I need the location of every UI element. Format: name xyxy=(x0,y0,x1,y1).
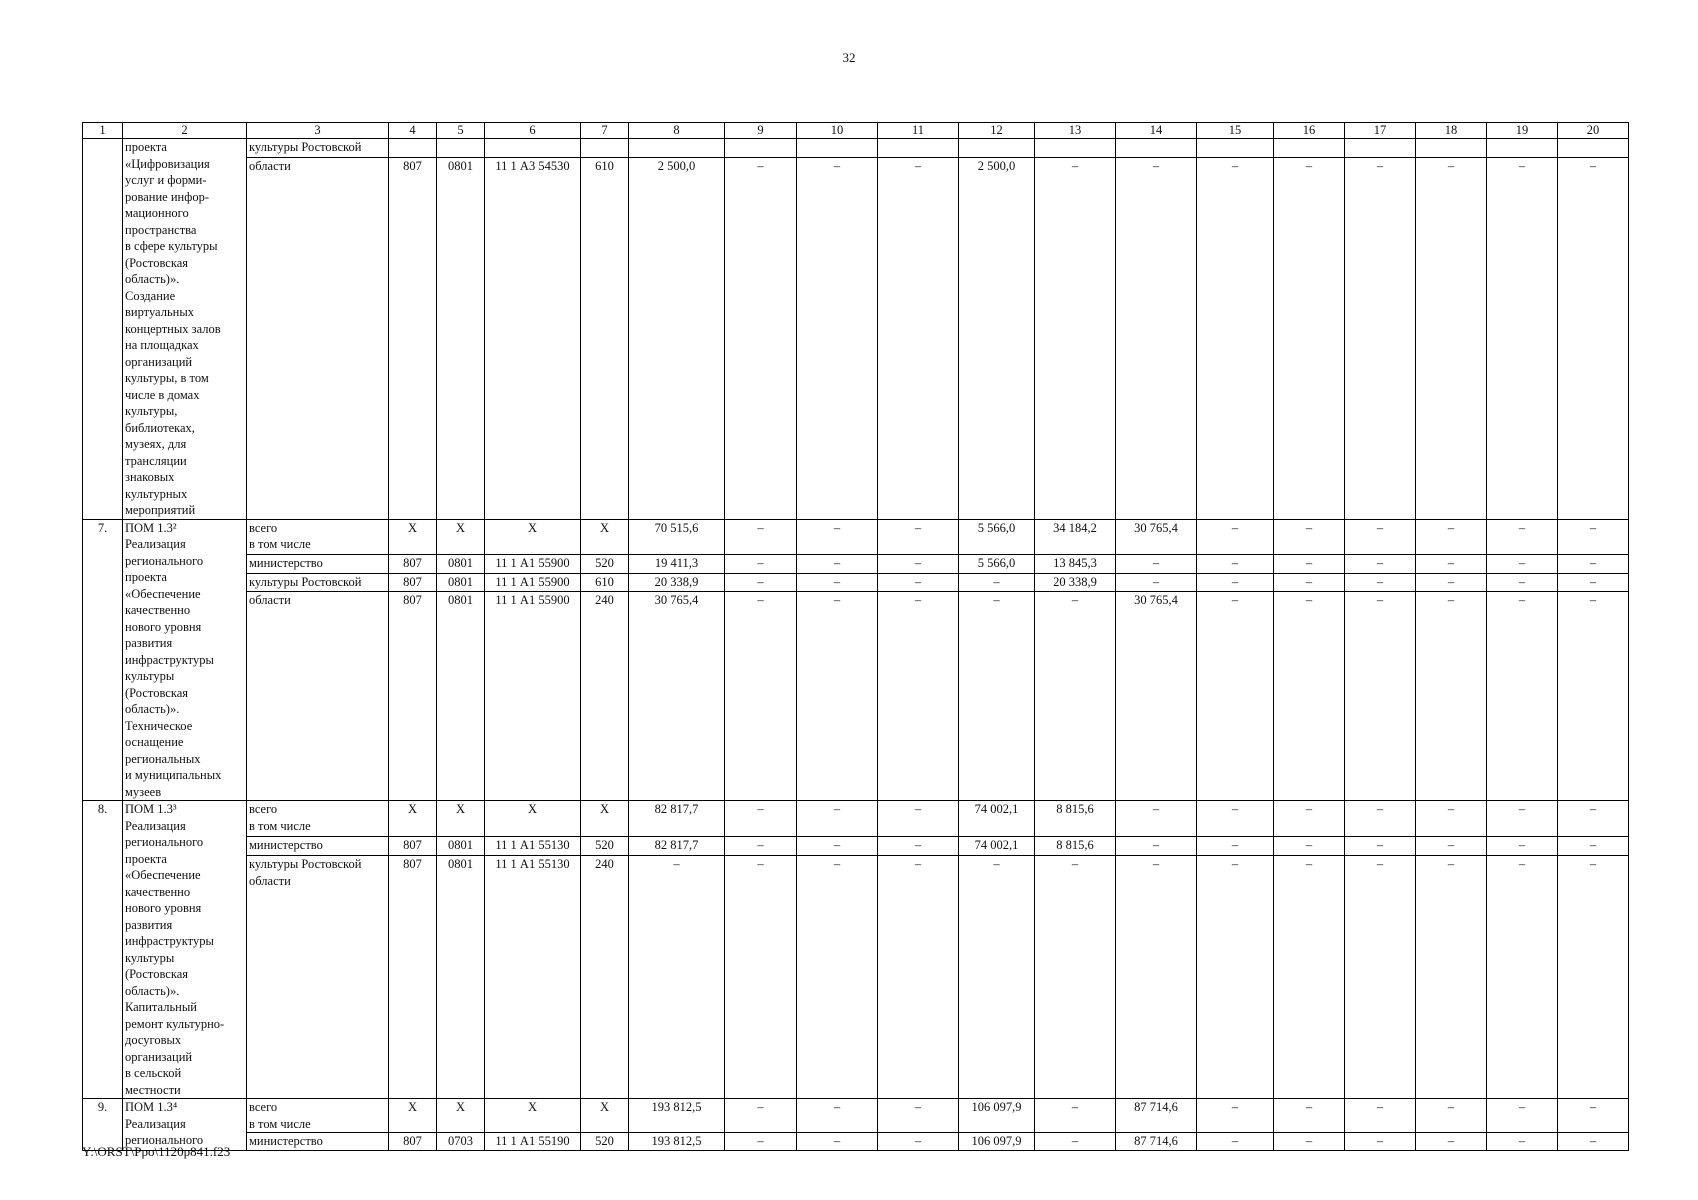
chapter-code: X xyxy=(389,1099,437,1133)
table-row xyxy=(83,592,1629,801)
year-amount: 74 002,1 xyxy=(959,837,1035,856)
year-amount: – xyxy=(1116,801,1197,837)
column-header: 19 xyxy=(1487,123,1558,139)
year-amount: – xyxy=(1035,158,1116,519)
table-row xyxy=(83,555,1629,573)
year-amount: – xyxy=(797,801,878,837)
expense-type-code: 520 xyxy=(581,555,629,573)
year-amount: – xyxy=(878,592,959,801)
year-amount xyxy=(1197,139,1274,158)
year-amount: – xyxy=(1345,158,1416,519)
year-amount: – xyxy=(725,837,797,856)
section-code: X xyxy=(437,801,485,837)
expense-type-code: X xyxy=(581,1099,629,1133)
year-amount xyxy=(878,139,959,158)
year-amount: – xyxy=(1558,1099,1629,1133)
year-amount: – xyxy=(725,1099,797,1133)
executor: культуры Ростовской xyxy=(247,573,389,591)
year-amount: – xyxy=(1274,158,1345,519)
year-amount: – xyxy=(1416,555,1487,573)
year-amount: – xyxy=(725,158,797,519)
year-amount: 30 765,4 xyxy=(1116,519,1197,555)
year-amount: – xyxy=(1487,519,1558,555)
measure-name: ПОМ 1.3³ Реализация регионального проекта «Обеспечение качественно нового уровня развития инфраструктуры культуры (Ростовская область)». Капитальный ремонт культурно- досуговых организаций в сельской местности xyxy=(123,801,247,1099)
table-row xyxy=(83,856,1629,1099)
budget-table xyxy=(82,122,1629,1151)
target-article-code: 11 1 А1 55900 xyxy=(485,592,581,801)
year-amount: – xyxy=(1558,1133,1629,1151)
year-amount: – xyxy=(725,555,797,573)
expense-type-code: 520 xyxy=(581,837,629,856)
year-amount: – xyxy=(1197,519,1274,555)
chapter-code: X xyxy=(389,801,437,837)
table-row xyxy=(83,158,1629,519)
year-amount: – xyxy=(1487,856,1558,1099)
year-amount: – xyxy=(1274,837,1345,856)
year-amount: – xyxy=(1035,1099,1116,1133)
year-amount: – xyxy=(1274,592,1345,801)
year-amount: – xyxy=(1116,856,1197,1099)
year-amount: – xyxy=(1035,856,1116,1099)
column-header: 18 xyxy=(1416,123,1487,139)
year-amount: – xyxy=(878,555,959,573)
year-amount: 5 566,0 xyxy=(959,555,1035,573)
year-amount: – xyxy=(1487,1099,1558,1133)
column-header: 11 xyxy=(878,123,959,139)
year-amount: 8 815,6 xyxy=(1035,801,1116,837)
chapter-code: 807 xyxy=(389,856,437,1099)
year-amount: – xyxy=(1345,801,1416,837)
page-number: 32 xyxy=(842,50,856,65)
header-row xyxy=(83,123,1629,139)
year-amount: – xyxy=(1197,856,1274,1099)
column-header: 2 xyxy=(123,123,247,139)
expense-type-code: X xyxy=(581,801,629,837)
section-code: 0801 xyxy=(437,158,485,519)
chapter-code: 807 xyxy=(389,158,437,519)
target-article-code: X xyxy=(485,519,581,555)
column-header: 14 xyxy=(1116,123,1197,139)
year-amount: – xyxy=(878,158,959,519)
section-code: 0801 xyxy=(437,573,485,591)
year-amount: – xyxy=(1416,801,1487,837)
section-code: 0801 xyxy=(437,837,485,856)
column-header: 10 xyxy=(797,123,878,139)
total-amount: 2 500,0 xyxy=(629,158,725,519)
year-amount: – xyxy=(1416,837,1487,856)
measure-number xyxy=(83,139,123,520)
year-amount xyxy=(1274,139,1345,158)
year-amount: 106 097,9 xyxy=(959,1099,1035,1133)
year-amount: – xyxy=(1558,573,1629,591)
year-amount: – xyxy=(1487,555,1558,573)
target-article-code: 11 1 А3 54530 xyxy=(485,158,581,519)
column-header: 9 xyxy=(725,123,797,139)
year-amount: – xyxy=(725,1133,797,1151)
year-amount: – xyxy=(878,801,959,837)
column-header: 12 xyxy=(959,123,1035,139)
year-amount: – xyxy=(797,1133,878,1151)
executor: министерство xyxy=(247,837,389,856)
year-amount: – xyxy=(725,573,797,591)
section-code xyxy=(437,139,485,158)
year-amount: – xyxy=(878,837,959,856)
column-header: 17 xyxy=(1345,123,1416,139)
column-header: 16 xyxy=(1274,123,1345,139)
target-article-code: 11 1 А1 55130 xyxy=(485,856,581,1099)
column-header: 3 xyxy=(247,123,389,139)
year-amount: – xyxy=(1345,1099,1416,1133)
file-path-footer: Y:\ORST\Ppo\1120p841.f23 xyxy=(82,1144,231,1159)
section-code: 0801 xyxy=(437,555,485,573)
year-amount: – xyxy=(1558,837,1629,856)
column-header: 13 xyxy=(1035,123,1116,139)
year-amount: – xyxy=(1197,801,1274,837)
year-amount: – xyxy=(1116,555,1197,573)
year-amount xyxy=(1345,139,1416,158)
year-amount: – xyxy=(797,856,878,1099)
year-amount: – xyxy=(1274,856,1345,1099)
table-row xyxy=(83,837,1629,856)
chapter-code: 807 xyxy=(389,555,437,573)
expense-type-code: 240 xyxy=(581,856,629,1099)
target-article-code: 11 1 А1 55900 xyxy=(485,573,581,591)
target-article-code xyxy=(485,139,581,158)
measure-number: 8. xyxy=(83,801,123,1099)
year-amount: – xyxy=(1345,837,1416,856)
target-article-code: X xyxy=(485,1099,581,1133)
year-amount: – xyxy=(725,592,797,801)
executor: всего в том числе xyxy=(247,801,389,837)
section-code: X xyxy=(437,1099,485,1133)
table-row xyxy=(83,1133,1629,1151)
executor: области xyxy=(247,592,389,801)
expense-type-code: 610 xyxy=(581,158,629,519)
year-amount: – xyxy=(1035,592,1116,801)
column-header: 6 xyxy=(485,123,581,139)
total-amount: 70 515,6 xyxy=(629,519,725,555)
year-amount: 87 714,6 xyxy=(1116,1133,1197,1151)
expense-type-code: X xyxy=(581,519,629,555)
section-code: 0801 xyxy=(437,856,485,1099)
year-amount: – xyxy=(1197,837,1274,856)
executor: всего в том числе xyxy=(247,519,389,555)
year-amount: – xyxy=(878,519,959,555)
year-amount: – xyxy=(1116,573,1197,591)
year-amount: – xyxy=(797,158,878,519)
year-amount xyxy=(959,139,1035,158)
year-amount: – xyxy=(1416,856,1487,1099)
year-amount: – xyxy=(797,1099,878,1133)
year-amount: – xyxy=(1035,1133,1116,1151)
year-amount: – xyxy=(797,837,878,856)
year-amount: – xyxy=(1197,573,1274,591)
year-amount: – xyxy=(1197,158,1274,519)
section-code: X xyxy=(437,519,485,555)
year-amount: – xyxy=(1274,1099,1345,1133)
executor: культуры Ростовской xyxy=(247,139,389,158)
column-header: 4 xyxy=(389,123,437,139)
year-amount: – xyxy=(1197,592,1274,801)
executor: всего в том числе xyxy=(247,1099,389,1133)
chapter-code: 807 xyxy=(389,1133,437,1151)
year-amount: 106 097,9 xyxy=(959,1133,1035,1151)
year-amount: – xyxy=(1416,519,1487,555)
year-amount: – xyxy=(797,555,878,573)
executor: области xyxy=(247,158,389,519)
total-amount: 20 338,9 xyxy=(629,573,725,591)
target-article-code: 11 1 А1 55900 xyxy=(485,555,581,573)
year-amount: 30 765,4 xyxy=(1116,592,1197,801)
year-amount xyxy=(1558,139,1629,158)
expense-type-code xyxy=(581,139,629,158)
total-amount: 82 817,7 xyxy=(629,801,725,837)
year-amount: – xyxy=(959,856,1035,1099)
year-amount: – xyxy=(878,1099,959,1133)
year-amount: – xyxy=(1416,1099,1487,1133)
year-amount xyxy=(1487,139,1558,158)
expense-type-code: 520 xyxy=(581,1133,629,1151)
year-amount: – xyxy=(1345,519,1416,555)
expense-type-code: 610 xyxy=(581,573,629,591)
year-amount: – xyxy=(725,856,797,1099)
column-header: 8 xyxy=(629,123,725,139)
year-amount: 13 845,3 xyxy=(1035,555,1116,573)
table-row xyxy=(83,519,1629,555)
year-amount: – xyxy=(797,573,878,591)
year-amount: 87 714,6 xyxy=(1116,1099,1197,1133)
measure-name: ПОМ 1.3² Реализация регионального проекта «Обеспечение качественно нового уровня развития инфраструктуры культуры (Ростовская область)». Техническое оснащение региональных и муниципальных музеев xyxy=(123,519,247,801)
section-code: 0801 xyxy=(437,592,485,801)
year-amount: 34 184,2 xyxy=(1035,519,1116,555)
year-amount: – xyxy=(1116,158,1197,519)
target-article-code: 11 1 А1 55130 xyxy=(485,837,581,856)
executor: министерство xyxy=(247,1133,389,1151)
year-amount: – xyxy=(1558,519,1629,555)
year-amount: – xyxy=(797,519,878,555)
year-amount: – xyxy=(1558,856,1629,1099)
year-amount: – xyxy=(1558,555,1629,573)
table-row xyxy=(83,139,1629,158)
chapter-code: 807 xyxy=(389,837,437,856)
total-amount: 193 812,5 xyxy=(629,1099,725,1133)
year-amount: – xyxy=(1487,801,1558,837)
table-row xyxy=(83,573,1629,591)
year-amount: – xyxy=(1487,1133,1558,1151)
year-amount: – xyxy=(1487,573,1558,591)
year-amount: – xyxy=(1345,573,1416,591)
total-amount: 30 765,4 xyxy=(629,592,725,801)
total-amount: 19 411,3 xyxy=(629,555,725,573)
chapter-code xyxy=(389,139,437,158)
year-amount: 8 815,6 xyxy=(1035,837,1116,856)
measure-name: проекта «Цифровизация услуг и форми- рование инфор- мационного пространства в сфере культуры (Ростовская область)». Создание виртуальных концертных залов на площадках организаций культуры, в том числе в домах культуры, библиотеках, музеях, для трансляции знаковых культурных мероприятий xyxy=(123,139,247,520)
table-row xyxy=(83,801,1629,837)
year-amount: – xyxy=(1274,519,1345,555)
total-amount: 193 812,5 xyxy=(629,1133,725,1151)
year-amount: – xyxy=(1274,1133,1345,1151)
year-amount: – xyxy=(725,519,797,555)
year-amount: – xyxy=(1416,592,1487,801)
total-amount: 82 817,7 xyxy=(629,837,725,856)
year-amount: – xyxy=(1416,1133,1487,1151)
year-amount: 74 002,1 xyxy=(959,801,1035,837)
year-amount xyxy=(1116,139,1197,158)
year-amount: – xyxy=(1558,158,1629,519)
year-amount: – xyxy=(1487,158,1558,519)
total-amount: – xyxy=(629,856,725,1099)
target-article-code: 11 1 А1 55190 xyxy=(485,1133,581,1151)
year-amount: – xyxy=(878,573,959,591)
year-amount: – xyxy=(878,856,959,1099)
year-amount: 2 500,0 xyxy=(959,158,1035,519)
year-amount: – xyxy=(1116,837,1197,856)
year-amount xyxy=(725,139,797,158)
measure-name: ПОМ 1.3⁴ Реализация регионального xyxy=(123,1099,247,1151)
total-amount xyxy=(629,139,725,158)
year-amount: – xyxy=(1558,592,1629,801)
year-amount: 20 338,9 xyxy=(1035,573,1116,591)
year-amount: – xyxy=(1274,801,1345,837)
column-header: 7 xyxy=(581,123,629,139)
year-amount xyxy=(1416,139,1487,158)
executor: министерство xyxy=(247,555,389,573)
year-amount: – xyxy=(1487,592,1558,801)
table-row xyxy=(83,1099,1629,1133)
target-article-code: X xyxy=(485,801,581,837)
measure-number: 9. xyxy=(83,1099,123,1151)
year-amount: – xyxy=(1345,592,1416,801)
year-amount: – xyxy=(1345,856,1416,1099)
executor: культуры Ростовской области xyxy=(247,856,389,1099)
column-header: 20 xyxy=(1558,123,1629,139)
year-amount: – xyxy=(1487,837,1558,856)
column-header: 1 xyxy=(83,123,123,139)
chapter-code: X xyxy=(389,519,437,555)
column-header: 5 xyxy=(437,123,485,139)
year-amount: – xyxy=(1558,801,1629,837)
measure-number: 7. xyxy=(83,519,123,801)
year-amount: – xyxy=(1197,555,1274,573)
section-code: 0703 xyxy=(437,1133,485,1151)
year-amount: – xyxy=(1197,1133,1274,1151)
expense-type-code: 240 xyxy=(581,592,629,801)
year-amount: – xyxy=(1416,573,1487,591)
year-amount: – xyxy=(1345,1133,1416,1151)
year-amount xyxy=(1035,139,1116,158)
year-amount: – xyxy=(1345,555,1416,573)
year-amount: – xyxy=(878,1133,959,1151)
chapter-code: 807 xyxy=(389,592,437,801)
year-amount: – xyxy=(959,592,1035,801)
chapter-code: 807 xyxy=(389,573,437,591)
year-amount: – xyxy=(1197,1099,1274,1133)
column-header: 15 xyxy=(1197,123,1274,139)
year-amount: – xyxy=(1274,555,1345,573)
year-amount: – xyxy=(959,573,1035,591)
year-amount: – xyxy=(725,801,797,837)
year-amount: – xyxy=(797,592,878,801)
year-amount: – xyxy=(1274,573,1345,591)
year-amount: – xyxy=(1416,158,1487,519)
year-amount: 5 566,0 xyxy=(959,519,1035,555)
year-amount xyxy=(797,139,878,158)
